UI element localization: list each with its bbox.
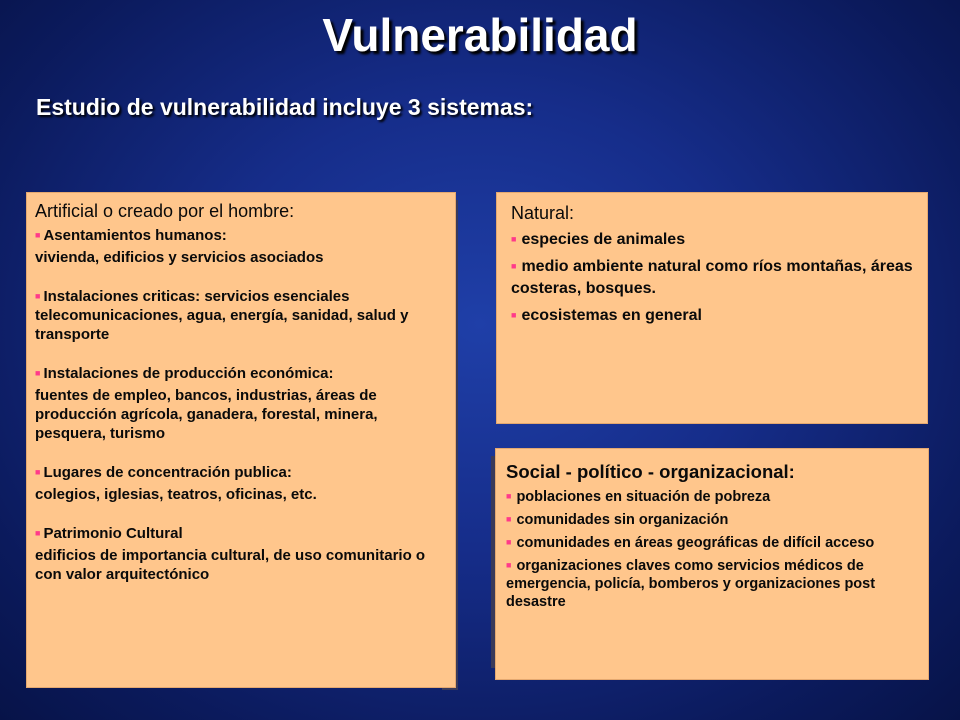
list-item (511, 228, 917, 251)
bullet-icon: ■ (506, 560, 512, 570)
slide-title: Vulnerabilidad (322, 9, 638, 61)
list-item (511, 304, 917, 327)
bullet-icon: ■ (511, 310, 517, 320)
list-item-detail: colegios, iglesias, teatros, oficinas, etc. (35, 486, 317, 503)
list-item (506, 510, 918, 529)
list-item (35, 463, 447, 482)
list-item-label: medio ambiente natural como ríos montañas, áreas costeras, bosques. (511, 258, 913, 297)
list-item-label: Asentamientos humanos: (43, 227, 227, 244)
list-item (35, 226, 447, 245)
bullet-icon: ■ (506, 514, 512, 524)
list-item (506, 556, 918, 611)
list-item-label: comunidades en áreas geográficas de difícil acceso (516, 535, 875, 551)
bullet-icon: ■ (511, 261, 517, 271)
bullet-icon: ■ (35, 368, 41, 378)
bullet-icon: ■ (35, 230, 41, 240)
slide-subtitle: Estudio de vulnerabilidad incluye 3 sistemas: (36, 94, 534, 120)
list-item (506, 487, 918, 506)
list-item-detail: edificios de importancia cultural, de uso comunitario o con valor arquitectónico (35, 547, 426, 583)
list-item (35, 364, 447, 383)
list-item-label: poblaciones en situación de pobreza (516, 489, 771, 505)
list-item (506, 533, 918, 552)
list-item-label: organizaciones claves como servicios médicos de emergencia, policía, bomberos y organizaciones post desastre (506, 558, 876, 610)
list-item-label: comunidades sin organización (516, 512, 729, 528)
natural-heading: Natural: (511, 203, 575, 223)
list-item-label: Instalaciones criticas: servicios esenciales telecomunicaciones, agua, energía, sanidad, salud y transporte (35, 288, 409, 343)
list-item-detail: fuentes de empleo, bancos, industrias, áreas de producción agrícola, ganadera, forestal, minera, pesquera, turismo (35, 387, 378, 442)
social-system-box (495, 448, 929, 680)
list-item-label: especies de animales (521, 231, 686, 248)
bullet-icon: ■ (35, 528, 41, 538)
bullet-icon: ■ (506, 491, 512, 501)
bullet-icon: ■ (35, 467, 41, 477)
bullet-icon: ■ (506, 537, 512, 547)
list-item-label: Lugares de concentración publica: (43, 464, 292, 481)
list-item-detail: vivienda, edificios y servicios asociados (35, 249, 324, 266)
list-item-label: Patrimonio Cultural (43, 525, 183, 542)
social-heading: Social - político - organizacional: (506, 461, 795, 482)
list-item (35, 524, 447, 543)
artificial-system-box (26, 192, 456, 688)
list-item-label: ecosistemas en general (521, 307, 702, 324)
natural-system-box (496, 192, 928, 424)
list-item (511, 255, 917, 300)
list-item (35, 287, 447, 344)
bullet-icon: ■ (511, 234, 517, 244)
list-item-label: Instalaciones de producción económica: (43, 365, 334, 382)
artificial-heading: Artificial o creado por el hombre: (35, 201, 295, 221)
bullet-icon: ■ (35, 291, 41, 301)
